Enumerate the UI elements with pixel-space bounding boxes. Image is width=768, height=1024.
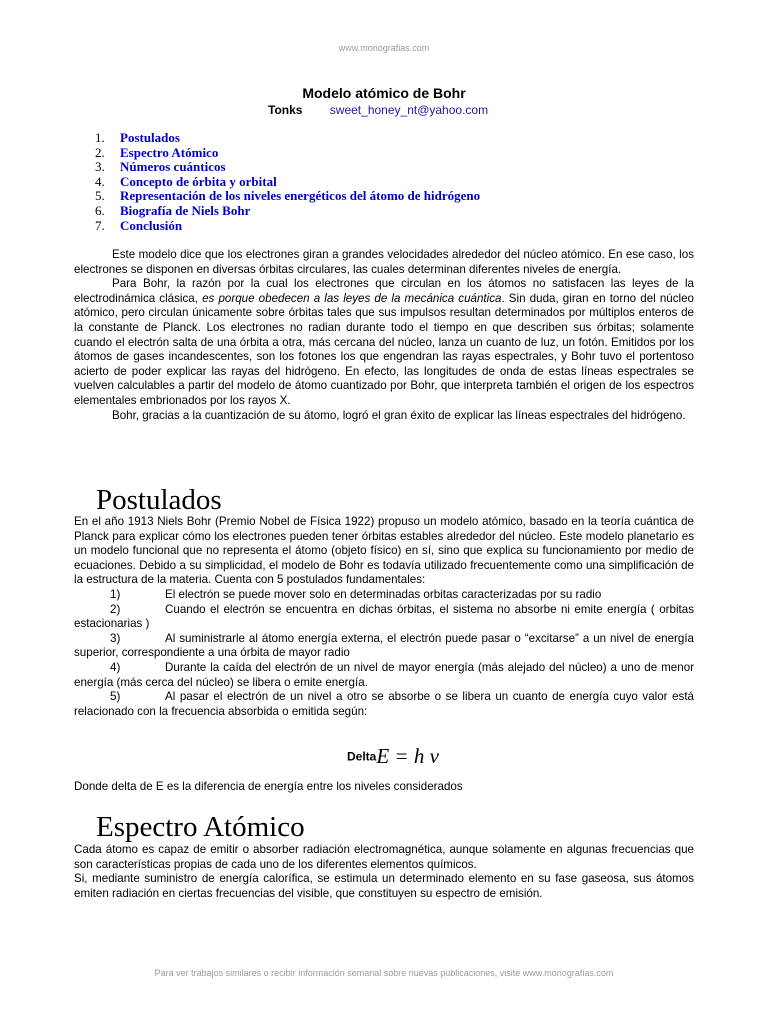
toc-number: 6. xyxy=(95,202,105,218)
postulado-text: Cuando el electrón se encuentra en dichas órbitas, el sistema no absorbe ni emite energía ( orbitas estacionarias ) xyxy=(74,602,694,631)
postulados-section xyxy=(74,515,694,719)
toc-item xyxy=(95,131,480,146)
formula-label: Delta xyxy=(347,749,377,764)
toc-number: 5. xyxy=(95,188,105,204)
toc-item xyxy=(95,219,480,234)
toc-item xyxy=(95,160,480,175)
toc-link-concepto-orbita[interactable]: Concepto de órbita y orbital xyxy=(120,173,277,189)
espectro-paragraph: Si, mediante suministro de energía calorífica, se estimula un determinado elemento en su fase gaseosa, sus átomos emiten radiación en ciertas frecuencias del visible, que constituyen su espectro de emisión. xyxy=(74,872,694,900)
intro-italic-text: es porque obedecen a las leyes de la mecánica cuántica xyxy=(202,291,502,305)
espectro-paragraph: Cada átomo es capaz de emitir o absorber radiación electromagnética, aunque solamente en algunas frecuencias que son características propias de cada uno de los diferentes elementos químicos. xyxy=(74,843,694,871)
toc-link-numeros-cuanticos[interactable]: Números cuánticos xyxy=(120,159,226,175)
postulado-number: 3) xyxy=(110,631,121,645)
postulado-text: Durante la caída del electrón de un nivel de mayor energía (más alejado del núcleo) a uno de menor energía (más cerca del núcleo) se libera o emite energía. xyxy=(74,660,694,689)
postulado-item xyxy=(74,690,694,719)
section-heading-postulados: Postulados xyxy=(96,484,222,516)
page-footer: Para ver trabajos similares o recibir información semanal sobre nuevas publicaciones, visite www.monografias.com xyxy=(154,968,614,978)
postulado-number: 1) xyxy=(110,587,121,601)
intro-text: Para Bohr, la razón por la cual los electrones que circulan en los átomos no satisfacen las leyes de la electrodinámica clásica, xyxy=(74,277,694,305)
author-name: Tonks xyxy=(268,103,303,117)
toc-item xyxy=(95,175,480,190)
document-title: Modelo atómico de Bohr xyxy=(302,85,466,101)
postulado-text: Al suministrarle al átomo energía externa, el electrón puede pasar o “excitarse” a un nivel de energía superior, correspondiente a una órbita de mayor radio xyxy=(74,631,694,660)
toc-number: 1. xyxy=(95,130,105,145)
table-of-contents xyxy=(95,131,480,233)
toc-link-conclusion[interactable]: Conclusión xyxy=(120,217,183,233)
postulados-intro: En el año 1913 Niels Bohr (Premio Nobel de Física 1922) propuso un modelo atómico, basado en la teoría cuántica de Planck para explicar cómo los electrones pueden tener órbitas estables alrededor del núcleo. Este modelo planetario es un modelo funcional que no representa el átomo (objeto físico) en sí, sino que explica su funcionamiento por medio de ecuaciones. Debido a su simplicidad, el modelo de Bohr es todavía utilizado frecuentemente como una simplificación de la estructura de la materia. Cuenta con 5 postulados fundamentales: xyxy=(74,515,694,587)
intro-paragraph-bohr xyxy=(74,277,694,408)
section-heading-espectro-atomico: Espectro Atómico xyxy=(96,811,305,843)
toc-item xyxy=(95,146,480,161)
toc-item xyxy=(95,189,480,204)
formula-equation: E = h ν xyxy=(376,744,439,768)
postulado-number: 2) xyxy=(110,602,121,616)
toc-link-espectro-atomico[interactable]: Espectro Atómico xyxy=(120,144,219,160)
formula-note: Donde delta de E es la diferencia de energía entre los niveles considerados xyxy=(74,780,463,793)
toc-number: 3. xyxy=(95,159,105,175)
page-header-site[interactable]: www.monografias.com xyxy=(338,43,430,53)
postulado-text: Al pasar el electrón de un nivel a otro se absorbe o se libera un cuanto de energía cuyo valor está relacionado con la frecuencia absorbida o emitida según: xyxy=(74,690,694,718)
energy-formula xyxy=(347,744,439,769)
toc-link-biografia-bohr[interactable]: Biografía de Niels Bohr xyxy=(120,202,251,218)
espectro-section xyxy=(74,843,694,901)
toc-link-representacion-niveles[interactable]: Representación de los niveles energéticos del átomo de hidrógeno xyxy=(120,188,481,204)
author-email-link[interactable]: sweet_honey_nt@yahoo.com xyxy=(329,103,489,117)
toc-number: 4. xyxy=(95,173,105,189)
toc-item xyxy=(95,204,480,219)
intro-paragraph: Bohr, gracias a la cuantización de su átomo, logró el gran éxito de explicar las líneas espectrales del hidrógeno. xyxy=(112,408,686,422)
postulado-item xyxy=(74,603,694,632)
postulado-number: 5) xyxy=(110,690,121,704)
formula-note-block xyxy=(74,780,694,795)
postulado-item xyxy=(74,661,694,690)
toc-number: 7. xyxy=(95,217,105,233)
byline xyxy=(268,103,488,117)
toc-number: 2. xyxy=(95,144,105,160)
toc-link-postulados[interactable]: Postulados xyxy=(120,130,180,145)
postulado-item xyxy=(74,588,694,603)
postulado-item xyxy=(74,632,694,661)
postulado-number: 4) xyxy=(110,660,121,674)
postulado-text: El electrón se puede mover solo en determinadas orbitas caracterizadas por su radio xyxy=(165,587,602,601)
intro-section xyxy=(74,248,694,423)
intro-paragraph: Este modelo dice que los electrones giran a grandes velocidades alrededor del núcleo atómico. En ese caso, los electrones se disponen en diversas órbitas circulares, las cuales determinan diferentes niveles de energía. xyxy=(74,248,694,276)
intro-text: . Sin duda, giran en torno del núcleo atómico, pero circulan únicamente sobre órbitas tales que sus impulsos resultan determinados por múltiplos enteros de la constante de Planck. Los electrones no radian durante todo el tiempo en que describen sus órbitas; solamente cuando el electrón salta de una órbita a otra, más cercana del núcleo, lanza un cuanto de luz, un fotón. Emitidos por los átomos de gases incandescentes, son los fotones los que engendran las rayas espectrales, y Bohr tuvo el portentoso acierto de poder explicar las rayas del hidrógeno. En efecto, las longitudes de onda de estas líneas espectrales se vuelven calculables a partir del modelo de átomo cuantizado por Bohr, que interpreta también el origen de los espectros elementales embrionados por los rayos X. xyxy=(74,291,694,407)
